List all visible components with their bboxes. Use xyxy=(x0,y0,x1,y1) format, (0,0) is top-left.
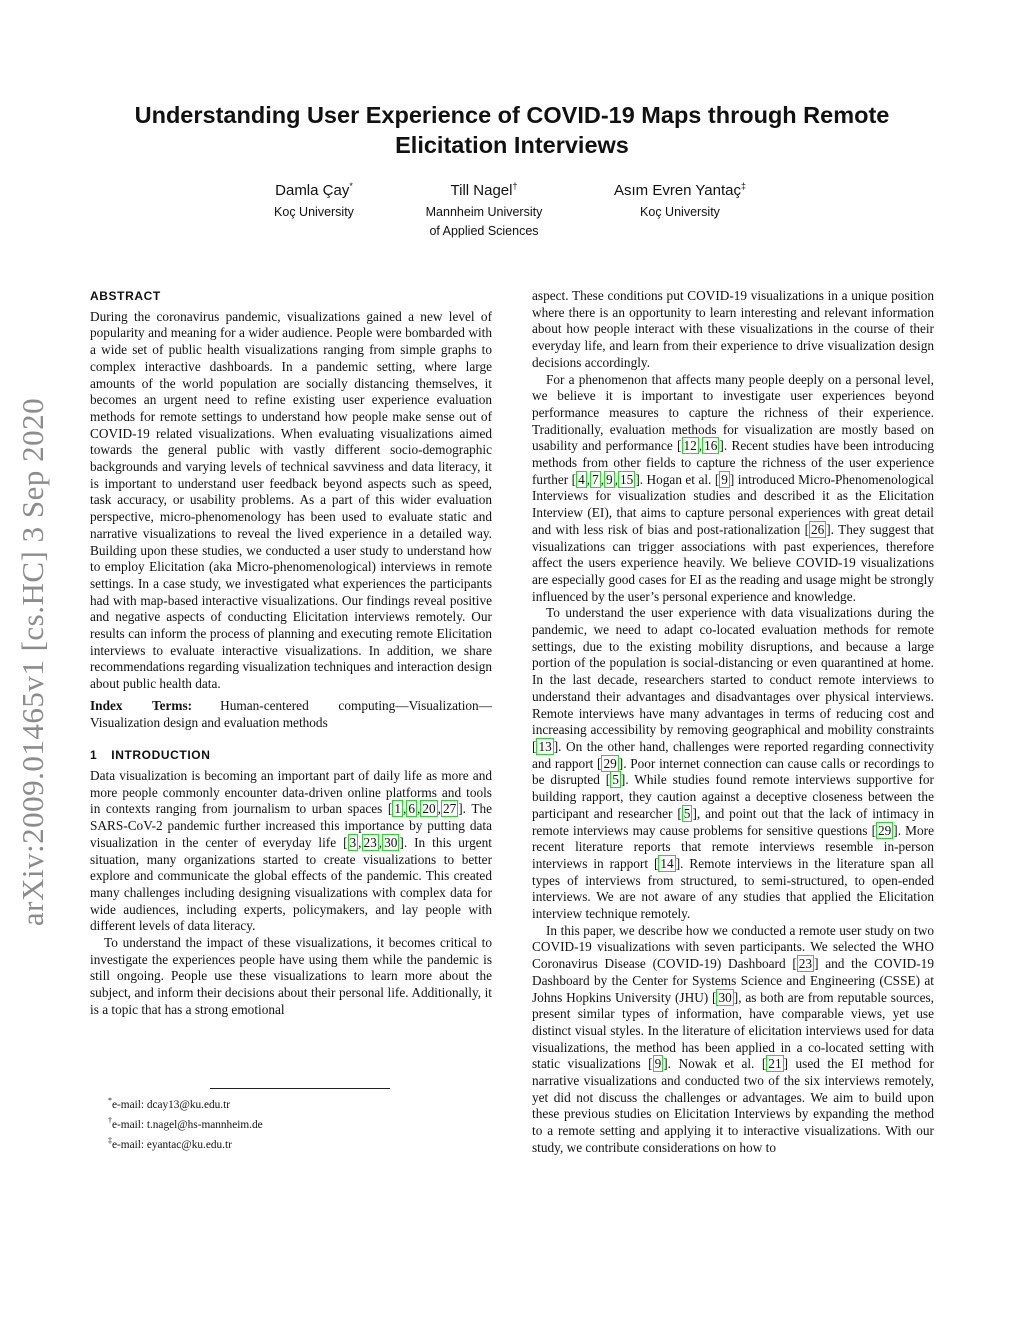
citation-link[interactable]: 9 xyxy=(721,471,728,487)
arxiv-identifier-stamp: arXiv:2009.01465v1 [cs.HC] 3 Sep 2020 xyxy=(15,397,51,927)
author-block xyxy=(590,176,770,222)
footnote-divider xyxy=(210,1088,390,1089)
intro-paragraph-1: Data visualization is becoming an important part of daily life as more and more people commonly encounter data-driven online platforms and tools in contexts ranging from journalism to urban spaces [ 1 , 6 , 20 , 27 ]. The SARS-CoV-2 pandemic further increased this importance by putting data visualization in the center of everyday life [ 3 , 23 , 30 ]. In this urgent situation, many organizations started to create visualizations to better explore and communicate the global effects of the pandemic. This created many challenges including designing visualizations with complex data for wide audiences, including experts, policymakers, and lay people with different levels of data literacy. xyxy=(90,767,492,934)
citation-link[interactable]: 1 xyxy=(394,801,401,817)
footnote-mark: † xyxy=(108,1115,112,1125)
citation-link[interactable]: 21 xyxy=(768,1056,782,1072)
author-name: Asım Evren Yantaç xyxy=(613,182,741,199)
author-name: Till Nagel xyxy=(450,182,513,199)
footnote xyxy=(90,1093,492,1113)
index-terms xyxy=(90,698,492,731)
index-terms-text: Human-centered computing—Visualization—Visualization design and evaluation methods xyxy=(90,697,493,730)
author-affiliation-line-2: of Applied Sciences xyxy=(429,224,539,238)
citation-link[interactable]: 23 xyxy=(798,956,813,972)
section-title: INTRODUCTION xyxy=(111,748,211,763)
citation-link[interactable]: 29 xyxy=(878,822,892,838)
intro-paragraph-4: To understand the user experience with data visualizations during the pandemic, we need to adapt co-located evaluation methods for remote settings, due to the existing mobility disruptions, and because a large portion of the population is social-distancing or even quarantined at home. In the last decade, researchers started to conduct remote interviews to understand their advantages and disadvantages over physical interviews. Remote interviews have many advantages in terms of reducing cost and increasing accessibility by removing geographical and mobility constraints [ 13 ]. On the other hand, challenges were reported regarding connectivity and rapport [ 29 ]. Poor internet connection can cause calls or recordings to be disrupted [ 5 ]. While studies found remote interviews supportive for building rapport, they caution against a deceptive closeness between the participant and researcher [ 5 ], and point out that the lack of intimacy in remote interviews may cause problems for sensitive questions [ 29 ]. More recent literature reports that remote interviews resemble in-person interviews in rapport [ 14 ]. Remote interviews in the literature span all types of interviews from structured, to semi-structured, to open-ended interviews. We are not aware of any studies that applied the Elicitation interview technique remotely. xyxy=(532,605,935,922)
citation-link[interactable]: 26 xyxy=(811,521,825,537)
citation-link[interactable]: 3 xyxy=(349,834,357,850)
author-block xyxy=(404,176,564,241)
author-name: Damla Çay xyxy=(275,182,350,199)
paper-title: Understanding User Experience of COVID-19 Maps through Remote Elicitation Interviews xyxy=(134,102,890,158)
author-footnote-mark: ‡ xyxy=(741,181,747,191)
author-affiliation: Koç University xyxy=(640,205,720,219)
citation-link[interactable]: 15 xyxy=(620,471,634,487)
footnote xyxy=(90,1113,492,1133)
citation-link[interactable]: 13 xyxy=(538,738,552,754)
intro-paragraph-2: To understand the impact of these visualizations, it becomes critical to investigate the experiences people have using them while the pandemic is still ongoing. People use these visualizations to learn more about the subject, and inform their decisions about their personal life. Additionally, it is a topic that has a strong emotional xyxy=(90,935,492,1017)
citation-link[interactable]: 9 xyxy=(654,1056,662,1072)
citation-link[interactable]: 29 xyxy=(603,755,617,771)
author-affiliation: Koç University xyxy=(274,205,354,219)
citation-link[interactable]: 4 xyxy=(578,471,585,487)
citation-link[interactable]: 27 xyxy=(442,801,457,817)
citation-link[interactable]: 23 xyxy=(363,834,377,850)
citation-link[interactable]: 9 xyxy=(606,471,613,487)
footnote xyxy=(90,1133,492,1153)
citation-link[interactable]: 14 xyxy=(660,855,674,871)
intro-paragraph-5: In this paper, we describe how we conducted a remote user study on two COVID-19 visualizations with seven participants. We selected the WHO Coronavirus Disease (COVID-19) Dashboard [ 23 ] and the COVID-19 Dashboard by the Center for Systems Science and Engineering (CSSE) at Johns Hopkins University (JHU) [ 30 ], as both are from reputable sources, present similar types of information, have comparable views, yet use distinct visual styles. In the literature of elicitation interviews used for data visualizations, the method has been applied in a co-located setting with static visualizations [ 9 ]. Nowak et al. [ 21 ] used the EI method for narrative visualizations and conducted two of the six interviews remotely, yet did not discuss the challenges or advantages. We aim to build upon these previous studies on Elicitation Interviews by expanding the method to a remote setting and applying it to interactive visualizations. With our study, we contribute considerations on how to xyxy=(532,922,935,1155)
footnote-email: e-mail: dcay13@ku.edu.tr xyxy=(112,1098,230,1111)
citation-link[interactable]: 30 xyxy=(384,834,398,850)
citation-link[interactable]: 16 xyxy=(704,438,718,454)
intro-paragraph-continued: aspect. These conditions put COVID-19 visualizations in a unique position where there is an opportunity to learn interesting and relevant information about how people interact with these visualizations in the course of their everyday life, and learn from their experience to drive visualization design decisions accordingly. xyxy=(532,288,934,370)
left-column xyxy=(90,288,492,1019)
footnotes xyxy=(90,1088,492,1152)
citation-link[interactable]: 5 xyxy=(612,772,619,788)
footnote-mark: * xyxy=(108,1096,112,1105)
author-footnote-mark: † xyxy=(512,181,518,191)
intro-paragraph-3: For a phenomenon that affects many people deeply on a personal level, we believe it is important to investigate user experiences beyond performance measures to capture the richness of their experience. Traditionally, evaluation methods for visualization are mostly based on usability and performance [ 12 , 16 ]. Recent studies have been introducing methods from other fields to capture the richness of the user experience further [ 4 , 7 , 9 , 15 ]. Hogan et al. [ 9 ] introduced Micro-Phenomenological Interviews for visualization studies and described it as the Elicitation Interview (EI), that aims to capture personal experiences with great detail and with less risk of bias and post-rationalization [ 26 ]. They suggest that visualizations can trigger associations with past experiences, therefore affect the users experience heavily. We believe COVID-19 visualizations are especially good cases for EI as the reading and usage might be strongly influenced by the user’s personal experience and knowledge. xyxy=(532,371,935,604)
index-terms-label: Index Terms: xyxy=(90,697,193,713)
citation-link[interactable]: 7 xyxy=(592,471,599,487)
footnote-email: e-mail: eyantac@ku.edu.tr xyxy=(112,1138,232,1151)
footnote-email: e-mail: t.nagel@hs-mannheim.de xyxy=(112,1118,263,1131)
right-column xyxy=(532,288,934,1157)
section-heading-introduction xyxy=(90,747,492,764)
footnote-mark: ‡ xyxy=(108,1135,112,1145)
abstract-heading: ABSTRACT xyxy=(90,289,161,303)
citation-link[interactable]: 5 xyxy=(683,805,691,821)
citation-link[interactable]: 12 xyxy=(683,438,697,454)
citation-link[interactable]: 30 xyxy=(718,989,732,1005)
author-footnote-mark: * xyxy=(349,181,353,191)
citation-link[interactable]: 20 xyxy=(422,801,436,817)
author-block xyxy=(234,176,394,222)
section-number: 1 xyxy=(90,748,98,763)
abstract-text: During the coronavirus pandemic, visualizations gained a new level of popularity and meaning for a wider audience. People were bombarded with a wide set of public health visualizations ranging from simple graphs to complex interactive dashboards. In a pandemic setting, where large amounts of the world population are socially distancing themselves, it becomes an urgent need to refine existing user experience evaluation methods for remote settings to understand how people make sense out of COVID-19 related visualizations. When evaluating visualizations aimed towards the general public with vastly different socio-demographic backgrounds and varying levels of technical savviness and data literacy, it is important to understand user feedback beyond aspects such as speed, task accuracy, or usability problems. As a part of this wider evaluation perspective, micro-phenomenology has been used to evaluate static and narrative visualizations to reveal the lived experience in a detailed way. Building upon these studies, we conducted a user study to understand how to employ Elicitation (aka Micro-phenomenological) interviews in remote settings. In a case study, we investigated what experiences the participants had with map-based interactive visualizations. Our findings reveal positive and negative aspects of conducting Elicitation interviews remotely. Our results can inform the process of planning and executing remote Elicitation interviews to evaluate interactive visualizations. In addition, we share recommendations regarding visualization techniques and interaction design about public health data. xyxy=(90,308,492,692)
citation-link[interactable]: 6 xyxy=(408,801,415,817)
author-affiliation: Mannheim University xyxy=(425,205,543,219)
